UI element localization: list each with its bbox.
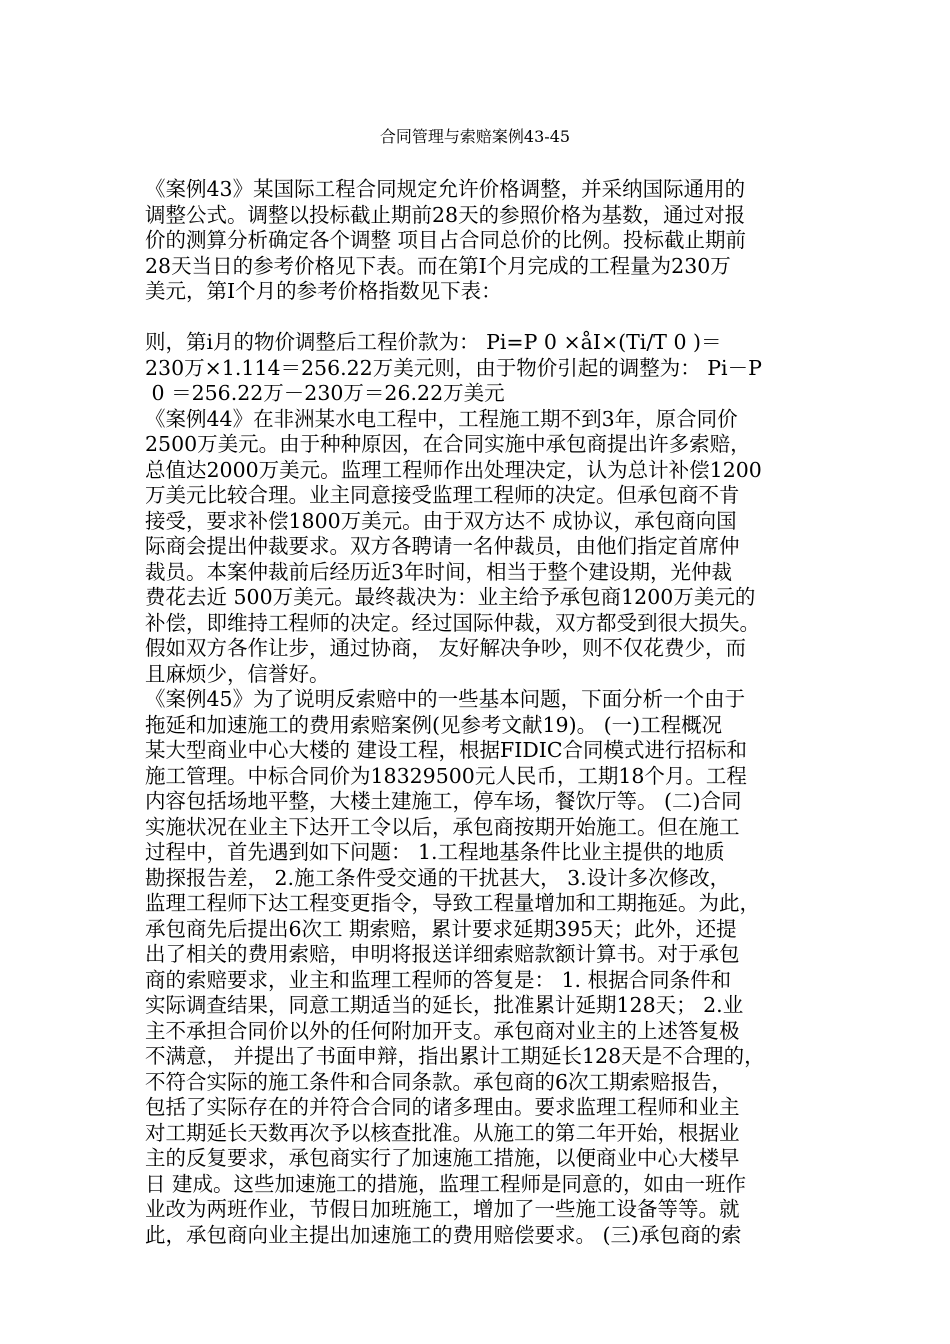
text-line: 此，承包商向业主提出加速施工的费用赔偿要求。 (三)承包商的索 <box>145 1222 742 1247</box>
text-line: 美元，第I个月的参考价格指数见下表： <box>145 279 502 303</box>
text-line: 假如双方各作让步，通过协商， 友好解决争吵，则不仅花费少，而 <box>145 636 747 660</box>
text-line: 实施状况在业主下达开工令以后，承包商按期开始施工。但在施工 <box>145 814 740 839</box>
text-line: 包括了实际存在的并符合合同的诸多理由。要求监理工程师和业主 <box>145 1095 740 1119</box>
text-line: 日 建成。这些加速施工的措施，监理工程师是同意的，如由一班作 <box>145 1171 747 1196</box>
text-line: 2500万美元。由于种种原因，在合同实施中承包商提出许多索赔， <box>145 432 751 456</box>
text-line: 勘探报告差， 2.施工条件受交通的干扰甚大， 3.设计多次修改， <box>145 865 731 890</box>
text-line: 调整公式。调整以投标截止期前28天的参照价格为基数，通过对报 <box>145 202 746 227</box>
text-line: 主的反复要求，承包商实行了加速施工措施，以便商业中心大楼早 <box>145 1146 740 1170</box>
text-line: 且麻烦少，信誉好。 <box>145 661 330 686</box>
text-line: 商的索赔要求，业主和监理工程师的答复是： 1. 根据合同条件和 <box>145 967 732 992</box>
text-line: 主不承担合同价以外的任何附加开支。承包商对业主的上述答复极 <box>145 1018 740 1043</box>
text-line: 费花去近 500万美元。最终裁决为：业主给予承包商1200万美元的 <box>145 585 756 609</box>
text-line: 过程中，首先遇到如下问题： 1.工程地基条件比业主提供的地质 <box>145 840 725 864</box>
text-line: 业改为两班作业，节假日加班施工，增加了一些施工设备等等。就 <box>145 1197 740 1221</box>
text-line: 际商会提出仲裁要求。双方各聘请一名仲裁员，由他们指定首席仲 <box>145 534 740 558</box>
text-line: 拖延和加速施工的费用索赔案例(见参考文献19)。 (一)工程概况 <box>145 712 723 737</box>
text-line: 监理工程师下达工程变更指令，导致工程量增加和工期拖延。为此， <box>145 891 760 915</box>
text-line: 出了相关的费用索赔，申明将报送详细索赔款额计算书。对于承包 <box>145 942 740 966</box>
text-line: 补偿，即维持工程师的决定。经过国际仲裁，双方都受到很大损失。 <box>145 610 760 635</box>
document-title: 合同管理与索赔案例43-45 <box>379 127 571 146</box>
text-line: 某大型商业中心大楼的 建设工程，根据FIDIC合同模式进行招标和 <box>145 738 748 762</box>
text-line: 则，第i月的物价调整后工程价款为： Pi=P 0 ×åI×(Ti/T 0 )＝ <box>145 330 722 354</box>
text-line: 价的测算分析确定各个调整 项目占合同总价的比例。投标截止期前 <box>145 228 747 252</box>
text-line: 不满意， 并提出了书面申辩，指出累计工期延长128天是不合理的， <box>145 1044 765 1068</box>
text-line: 实际调查结果，同意工期适当的延长，批准累计延期128天； 2.业 <box>145 993 744 1017</box>
text-line: 裁员。本案仲裁前后经历近3年时间，相当于整个建设期，光仲裁 <box>145 559 733 584</box>
text-line: 接受，要求补偿1800万美元。由于双方达不 成协议，承包商向国 <box>145 508 737 533</box>
text-line: 万美元比较合理。业主同意接受监理工程师的决定。但承包商不肯 <box>145 483 740 507</box>
text-line: 承包商先后提出6次工 期索赔，累计要求延期395天；此外，还提 <box>145 916 737 941</box>
text-line: 230万×1.114＝256.22万美元则，由于物价引起的调整为： Pi－P <box>145 355 762 380</box>
text-line: 不符合实际的施工条件和合同条款。承包商的6次工期索赔报告， <box>145 1069 733 1094</box>
text-line: 《案例45》为了说明反索赔中的一些基本问题，下面分析一个由于 <box>145 687 746 711</box>
text-line: 28天当日的参考价格见下表。而在第I个月完成的工程量为230万 <box>145 253 731 278</box>
text-line: 总值达2000万美元。监理工程师作出处理决定，认为总计补偿1200 <box>145 457 762 482</box>
text-line: 对工期延长天数再次予以核查批准。从施工的第二年开始，根据业 <box>145 1120 740 1145</box>
text-line: 《案例44》在非洲某水电工程中，工程施工期不到3年，原合同价 <box>145 406 738 431</box>
text-line: 内容包括场地平整，大楼土建施工，停车场，餐饮厅等。 (二)合同 <box>145 789 742 813</box>
text-line: 《案例43》某国际工程合同规定允许价格调整，并采纳国际通用的 <box>145 177 746 201</box>
text-line: 0 ＝256.22万－230万＝26.22万美元 <box>145 381 505 405</box>
text-line: 施工管理。中标合同价为18329500元人民币，工期18个月。工程 <box>145 763 747 788</box>
